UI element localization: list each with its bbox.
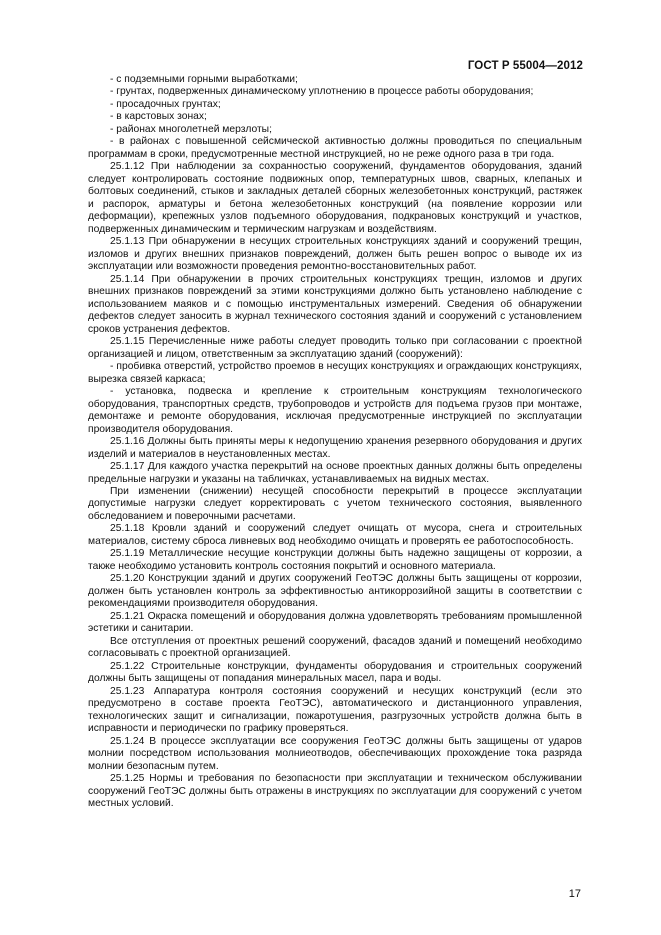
paragraph: - с подземными горными выработками; xyxy=(110,74,298,85)
paragraph: - в районах с повышенной сейсмической активностью должны проводиться по специальным программам в сроки, предусмотренные местной инструкцией, но не реже одного раза в три года. xyxy=(88,136,582,160)
paragraph: 25.1.13 При обнаружении в несущих строительных конструкциях зданий и сооружений трещин, изломов и других внешних признаков повреждений, должен быть решен вопрос о выводе их из эксплуатации или возможности проведения ремонтно-восстановительных работ. xyxy=(88,236,582,273)
paragraph: - в карстовых зонах; xyxy=(110,111,207,123)
paragraph: 25.1.22 Строительные конструкции, фундаменты оборудования и строительных сооружений должны быть защищены от попадания минеральных масел, пара и воды. xyxy=(88,660,582,685)
paragraph: - установка, подвеска и крепление к строительным конструкциям технологического оборудования, транспортных средств, трубопроводов и устройств для подъема грузов при монтаже, демонтаже и ремонте оборудования, исключая предусмотренные инструкцией по эксплуатации производителя оборудования. xyxy=(88,386,582,435)
paragraph: - пробивка отверстий, устройство проемов в несущих конструкциях и ограждающих конструкциях, вырезка связей каркаса; xyxy=(88,361,582,385)
paragraph: 25.1.23 Аппаратура контроля состояния сооружений и несущих конструкций (если это предусмотрено в составе проекта ГеоТЭС), автоматического и дистанционного управления, технологических защит и сигнализации, пожаротушения, разгрузочных устройств должна быть в исправности и периодически по графику проверяться. xyxy=(88,685,582,735)
paragraph: Все отступления от проектных решений сооружений, фасадов зданий и помещений необходимо согласовывать с проектной организацией. xyxy=(88,635,582,660)
paragraph: 25.1.16 Должны быть приняты меры к недопущению хранения резервного оборудования и других изделий и материалов в неустановленных местах. xyxy=(88,436,582,460)
paragraph: 25.1.21 Окраска помещений и оборудования должна удовлетворять требованиям промышленной эстетики и санитарии. xyxy=(88,610,582,635)
paragraph: 25.1.15 Перечисленные ниже работы следует проводить только при согласовании с проектной организацией и лицом, ответственным за эксплуатацию зданий (сооружений): xyxy=(88,336,582,360)
paragraph: - районах многолетней мерзлоты; xyxy=(110,123,272,135)
paragraph: 25.1.14 При обнаружении в прочих строительных конструкциях трещин, изломов и других внешних признаков повреждений за этими конструкциями должно быть установлено наблюдение с использованием маяков и с помощью инструментальных измерений. Сведения об обнаружении дефектов следует заносить в журнал технического состояния зданий и сооружений с установлением сроков устранения дефектов. xyxy=(88,273,582,335)
paragraph: 25.1.20 Конструкции зданий и других сооружений ГеоТЭС должны быть защищены от коррозии, должен быть установлен контроль за эффективностью антикоррозийной защиты в соответствии с рекомендациями производителя оборудования. xyxy=(88,573,582,610)
paragraph: 25.1.19 Металлические несущие конструкции должны быть надежно защищены от коррозии, а также необходимо установить контроль состояния покрытий и основного материала. xyxy=(88,548,582,572)
paragraph: 25.1.17 Для каждого участка перекрытий на основе проектных данных должны быть определены предельные нагрузки и указаны на табличках, устанавливаемых на видных местах. xyxy=(88,461,582,485)
document-header: ГОСТ Р 55004—2012 xyxy=(467,60,583,72)
paragraph: 25.1.12 При наблюдении за сохранностью сооружений, фундаментов оборудования, зданий следует контролировать состояние подвижных опор, температурных швов, сварных, клепаных и болтовых соединений, стыков и закладных деталей сборных железобетонных конструкций, растяжек и распорок, арматуры и бетона железобетонных конструкций (на появление коррозии или деформации), крепежных узлов подъемного оборудования, подкрановых конструкций и участков, подверженных динамическим и термическим нагрузкам и воздействиям. xyxy=(88,161,582,235)
document-body xyxy=(88,74,582,811)
paragraph: 25.1.25 Нормы и требования по безопасности при эксплуатации и техническом обслуживании сооружений ГеоТЭС должны быть отражены в инструкциях по эксплуатации для сооружений с учетом местных условий. xyxy=(88,773,582,810)
page-number: 17 xyxy=(568,888,581,900)
paragraph: При изменении (снижении) несущей способности перекрытий в процессе эксплуатации допустимые нагрузки следует корректировать с учетом технического состояния, выявленного обследованием и поверочными расчетами. xyxy=(88,485,582,522)
paragraph: - грунтах, подверженных динамическому уплотнению в процессе работы оборудования; xyxy=(110,86,534,98)
paragraph: - просадочных грунтах; xyxy=(110,98,221,110)
paragraph: 25.1.18 Кровли зданий и сооружений следует очищать от мусора, снега и строительных материалов, систему сброса ливневых вод необходимо очищать и проверять ее работоспособность. xyxy=(88,523,582,547)
paragraph: 25.1.24 В процессе эксплуатации все сооружения ГеоТЭС должны быть защищены от ударов молнии посредством использования молниеотводов, обеспечивающих прохождение тока разряда молнии безопасным путем. xyxy=(88,735,582,772)
